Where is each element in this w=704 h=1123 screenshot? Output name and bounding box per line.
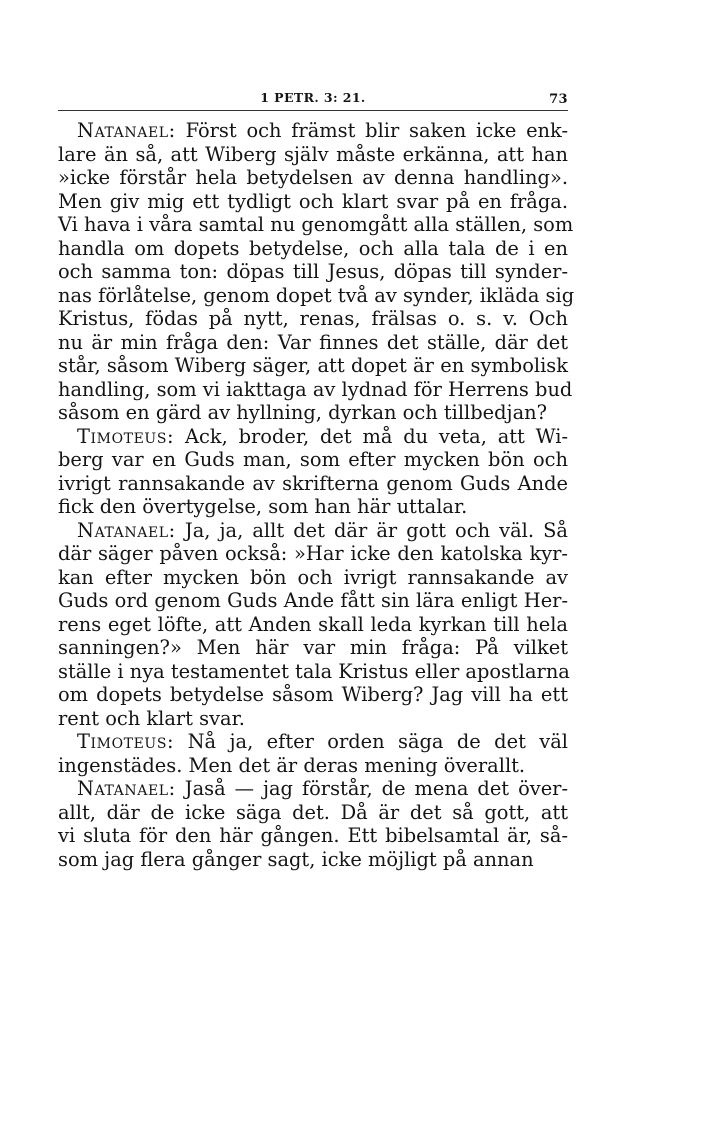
- dialogue-paragraph: [58, 425, 568, 519]
- line-text: Först och främst blir saken icke enk-: [185, 119, 568, 142]
- text-line: [58, 331, 568, 355]
- line-text: rent och klart svar.: [58, 706, 245, 730]
- dialogue-paragraph: [58, 777, 568, 871]
- line-text: om dopets betydelse såsom Wiberg? Jag vill ha ett: [58, 683, 568, 706]
- line-text: kan efter mycken bön och ivrigt rannsakande av: [58, 565, 568, 589]
- line-text: såsom en gärd av hyllning, dyrkan och tillbedjan?: [58, 401, 548, 424]
- line-text: och samma ton: döpas till Jesus, döpas till synder-: [58, 260, 568, 283]
- line-text: sanningen?» Men här var min fråga: På vilket: [58, 636, 568, 659]
- text-line: [58, 190, 568, 214]
- line-text: ställe i nya testamentet tala Kristus eller apostlarna: [58, 659, 570, 683]
- line-text: rens eget löfte, att Anden skall leda kyrkan till hela: [58, 612, 568, 636]
- line-text: Kristus, födas på nytt, renas, frälsas o. s. v. Och: [58, 307, 568, 330]
- line-text: Nå ja, efter orden säga de det väl: [187, 730, 568, 753]
- line-text: »icke förstår hela betydelsen av denna handling».: [58, 166, 568, 189]
- text-line: [58, 683, 568, 707]
- speaker-name: Timoteus:: [77, 424, 175, 448]
- text-line: [58, 589, 568, 613]
- text-line: [58, 519, 568, 543]
- text-line: [58, 542, 568, 566]
- text-line: [58, 801, 568, 825]
- text-line: [58, 143, 568, 167]
- text-line: [58, 613, 568, 637]
- text-line: [58, 824, 568, 848]
- speaker-name: Natanael:: [77, 119, 176, 142]
- dialogue-paragraph: [58, 119, 575, 425]
- text-line: [58, 566, 568, 590]
- text-line: [58, 354, 568, 378]
- text-line: [58, 660, 568, 684]
- text-line: [58, 377, 573, 402]
- line-text: Ack, broder, det må du veta, att Wi-: [185, 424, 568, 448]
- line-text: Vi hava i våra samtal nu genomgått alla ställen, som: [58, 213, 574, 236]
- text-line: [58, 730, 568, 754]
- text-line: [58, 495, 568, 519]
- line-text: som jag flera gånger sagt, icke möjligt på annan: [58, 847, 534, 871]
- line-text: handling, som vi iakttaga av lydnad för Herrens bud: [58, 377, 573, 401]
- text-line: [58, 237, 568, 261]
- text-line: [58, 777, 568, 801]
- text-line: [58, 260, 568, 284]
- text-line: [58, 754, 568, 778]
- line-text: handla om dopets betydelse, och alla tala de i en: [58, 236, 568, 260]
- text-line: [58, 307, 568, 331]
- line-text: Jaså — jag förstår, de mena det över-: [184, 777, 568, 800]
- line-text: nas förlåtelse, genom dopet två av synder, ikläda sig: [58, 283, 575, 307]
- text-line: [58, 636, 568, 660]
- line-text: berg var en Guds man, som efter mycken bön och: [58, 448, 568, 471]
- header-rule: [58, 110, 568, 111]
- page-number: 73: [549, 92, 568, 107]
- line-text: ingenstädes. Men det är deras mening överallt.: [58, 753, 526, 777]
- text-line: [58, 472, 568, 496]
- text-line: [58, 401, 568, 425]
- text-line: [58, 166, 568, 190]
- text-line: [58, 848, 568, 872]
- line-text: Guds ord genom Guds Ande fått sin lära enligt Her-: [58, 589, 568, 612]
- speaker-name: Natanael:: [77, 777, 176, 800]
- dialogue-paragraph: [58, 730, 568, 777]
- text-line: [58, 213, 574, 237]
- dialogue-text: [58, 119, 575, 871]
- speaker-name: Timoteus:: [77, 730, 175, 753]
- line-text: nu är min fråga den: Var finnes det ställe, där det: [58, 330, 568, 354]
- text-line: [58, 425, 568, 449]
- line-text: vi sluta för den här gången. Ett bibelsamtal är, så-: [58, 824, 568, 847]
- running-title: 1 PETR. 3: 21.: [260, 90, 366, 105]
- speaker-name: Natanael:: [77, 518, 176, 542]
- book-page: [58, 88, 575, 871]
- text-line: [58, 448, 568, 472]
- text-line: [58, 707, 568, 731]
- page-header: [58, 88, 568, 110]
- line-text: lare än så, att Wiberg själv måste erkänna, att han: [58, 142, 568, 166]
- line-text: står, såsom Wiberg säger, att dopet är en symbolisk: [58, 354, 568, 377]
- text-line: [58, 283, 575, 308]
- line-text: fick den övertygelse, som han här uttalar.: [58, 495, 468, 518]
- line-text: ivrigt rannsakande av skrifterna genom Guds Ande: [58, 471, 568, 495]
- line-text: allt, där de icke säga det. Då är det så gott, att: [58, 800, 568, 824]
- line-text: där säger påven också: »Har icke den katolska kyr-: [58, 542, 568, 565]
- text-line: [58, 119, 568, 143]
- line-text: Men giv mig ett tydligt och klart svar på en fråga.: [58, 189, 568, 213]
- line-text: Ja, ja, allt det där är gott och väl. Så: [184, 518, 568, 542]
- dialogue-paragraph: [58, 519, 568, 731]
